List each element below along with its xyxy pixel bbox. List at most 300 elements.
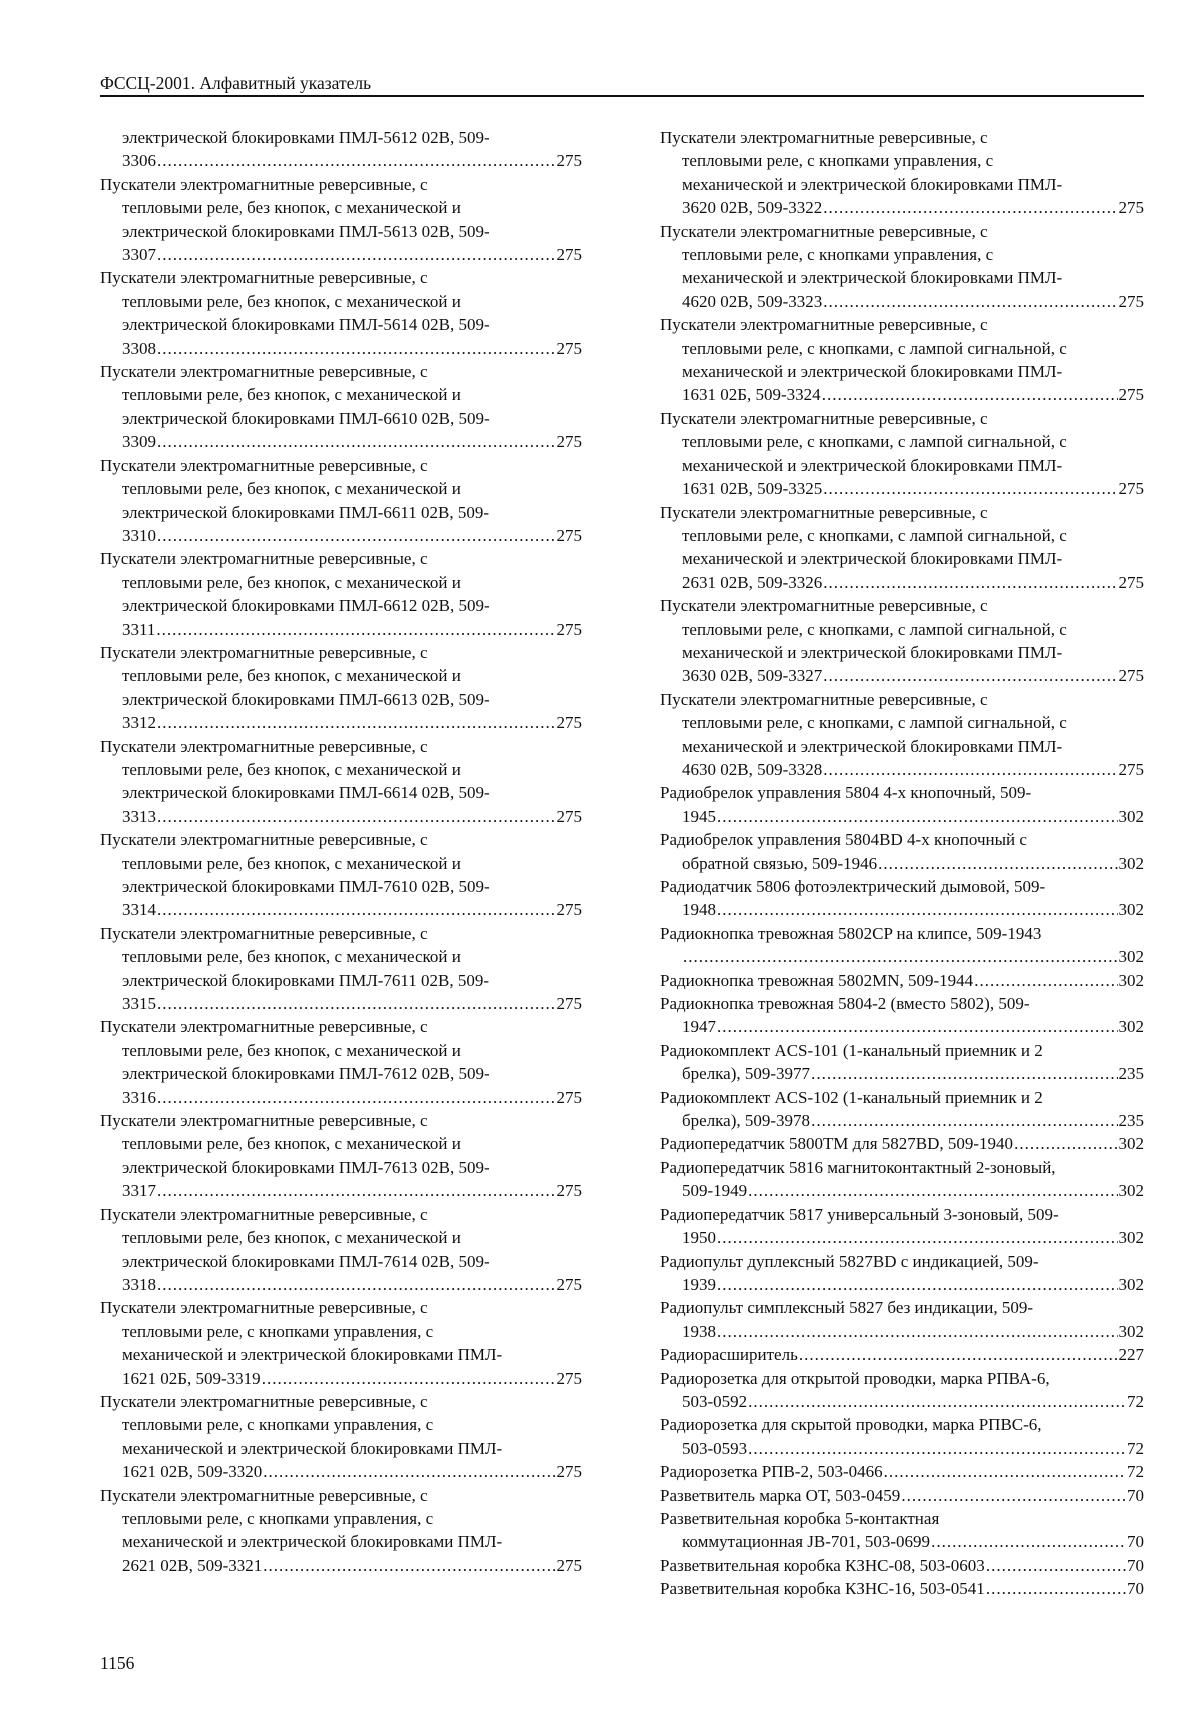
entry-last-text: 2631 02В, 509-3326 [682, 572, 823, 592]
dot-leader [811, 1109, 1117, 1132]
entry-text-line: тепловыми реле, с кнопками управления, с [122, 1508, 434, 1528]
entry-last-text: 3318 [122, 1274, 156, 1294]
entry-page-ref: 275 [556, 1555, 582, 1575]
entry-text-line: тепловыми реле, без кнопок, с механической и [122, 385, 461, 405]
entry-text-line: тепловыми реле, без кнопок, с механической и [122, 853, 461, 873]
dot-leader [901, 1484, 1126, 1507]
entry-text-line: электрической блокировками ПМЛ-7614 02В, 509- [122, 1251, 490, 1271]
dot-leader [823, 571, 1117, 594]
entry-text-line: механической и электрической блокировками ПМЛ- [682, 174, 1063, 194]
entry-last-text: 4630 02В, 509-3328 [682, 759, 823, 779]
entry-last-line [122, 337, 582, 360]
index-entry [100, 922, 582, 1016]
entry-text-line: Пускатели электромагнитные реверсивные, с [100, 362, 428, 382]
entry-page-ref: 302 [1118, 806, 1144, 826]
entry-last-text: коммутационная JB-701, 503-0699 [682, 1532, 931, 1552]
entry-text-line: электрической блокировками ПМЛ-7611 02В, 509- [122, 970, 490, 990]
dot-leader [263, 1554, 555, 1577]
entry-last-line [660, 1460, 1144, 1483]
index-entry [100, 454, 582, 548]
entry-last-line [660, 1132, 1144, 1155]
entry-page-ref: 275 [556, 151, 582, 171]
entry-text-line: Радиокомплект ACS-101 (1-канальный приемник и 2 [660, 1040, 1043, 1060]
dot-leader [823, 758, 1117, 781]
entry-last-line [122, 430, 582, 453]
index-entry [100, 828, 582, 922]
index-entry [660, 992, 1144, 1039]
dot-leader [878, 852, 1117, 875]
entry-last-line [682, 945, 1144, 968]
entry-text-line: тепловыми реле, без кнопок, с механической и [122, 666, 461, 686]
entry-last-line [682, 477, 1144, 500]
index-entry [100, 1484, 582, 1578]
entry-last-line [122, 618, 582, 641]
entry-last-text: 4620 02В, 509-3323 [682, 291, 823, 311]
entry-last-line [122, 711, 582, 734]
dot-leader [748, 1390, 1126, 1413]
dot-leader [683, 945, 1118, 968]
entry-last-text: Разветвительная коробка КЗНС-08, 503-0603 [660, 1555, 985, 1575]
entry-page-ref: 275 [1118, 572, 1144, 592]
dot-leader [157, 1179, 556, 1202]
entry-text-line: Пускатели электромагнитные реверсивные, с [660, 128, 988, 147]
entry-page-ref: 275 [1118, 666, 1144, 686]
index-entry [100, 1015, 582, 1109]
entry-last-line [660, 1484, 1144, 1507]
index-entry [660, 220, 1144, 314]
entry-text-line: электрической блокировками ПМЛ-5614 02В, 509- [122, 315, 490, 335]
dot-leader [157, 805, 556, 828]
entry-text-line: Пускатели электромагнитные реверсивные, с [660, 315, 988, 335]
dot-leader [157, 711, 556, 734]
entry-text-line: тепловыми реле, без кнопок, с механической и [122, 572, 461, 592]
dot-leader [823, 664, 1117, 687]
entry-text-line: механической и электрической блокировками ПМЛ- [122, 1438, 503, 1458]
entry-page-ref: 275 [556, 1274, 582, 1294]
entry-text-line: тепловыми реле, без кнопок, с механической и [122, 1134, 461, 1154]
entry-page-ref: 70 [1127, 1485, 1144, 1505]
entry-page-ref: 275 [556, 432, 582, 452]
entry-last-line [122, 1554, 582, 1577]
entry-text-line: Пускатели электромагнитные реверсивные, с [660, 502, 988, 522]
entry-last-line [682, 1015, 1144, 1038]
entry-last-line [682, 1437, 1144, 1460]
entry-page-ref: 275 [556, 1181, 582, 1201]
entry-last-line [682, 758, 1144, 781]
entry-last-line [122, 1460, 582, 1483]
entry-last-text: 3317 [122, 1181, 156, 1201]
entry-page-ref: 302 [1118, 1181, 1144, 1201]
entry-text-line: Пускатели электромагнитные реверсивные, с [100, 1485, 428, 1505]
entry-text-line: электрической блокировками ПМЛ-6614 02В, 509- [122, 783, 490, 803]
index-entry [660, 1250, 1144, 1297]
entry-last-text: Радиокнопка тревожная 5802MN, 509-1944 [660, 970, 974, 990]
entry-text-line: Пускатели электромагнитные реверсивные, с [100, 549, 428, 569]
index-entry [100, 173, 582, 267]
entry-last-line [682, 1530, 1144, 1553]
entry-page-ref: 275 [556, 338, 582, 358]
dot-leader [157, 898, 556, 921]
entry-page-ref: 70 [1127, 1579, 1144, 1599]
entry-last-line [122, 805, 582, 828]
dot-leader [986, 1554, 1126, 1577]
entry-text-line: Радиопередатчик 5817 универсальный 3-зоновый, 509- [660, 1204, 1059, 1224]
entry-text-line: электрической блокировками ПМЛ-6612 02В, 509- [122, 596, 490, 616]
entry-text-line: тепловыми реле, без кнопок, с механической и [122, 1040, 461, 1060]
dot-leader [157, 243, 556, 266]
entry-text-line: Пускатели электромагнитные реверсивные, с [100, 830, 428, 850]
entry-text-line: Пускатели электромагнитные реверсивные, с [100, 1017, 428, 1037]
entry-page-ref: 302 [1118, 947, 1144, 967]
entry-text-line: Радиорозетка для открытой проводки, марка РПВА-6, [660, 1368, 1050, 1388]
entry-last-line [660, 1554, 1144, 1577]
entry-last-text: 3316 [122, 1087, 156, 1107]
entry-text-line: Радиопульт дуплексный 5827BD с индикацией, 509- [660, 1251, 1039, 1271]
entry-page-ref: 227 [1118, 1345, 1144, 1365]
entry-text-line: Радиокнопка тревожная 5802CP на клипсе, 509-1943 [660, 923, 1042, 943]
index-entry [660, 781, 1144, 828]
index-entry [660, 1156, 1144, 1203]
entry-text-line: механической и электрической блокировками ПМЛ- [122, 1345, 503, 1365]
index-entry [100, 1390, 582, 1484]
entry-last-text: 3620 02В, 509-3322 [682, 198, 823, 218]
dot-leader [157, 992, 556, 1015]
index-entry [660, 969, 1144, 992]
entry-last-line [682, 1109, 1144, 1132]
dot-leader [974, 969, 1117, 992]
entry-page-ref: 275 [556, 1368, 582, 1388]
entry-text-line: тепловыми реле, с кнопками, с лампой сигнальной, с [682, 619, 1067, 639]
entry-last-line [682, 1179, 1144, 1202]
dot-leader [157, 430, 556, 453]
index-entry [660, 1132, 1144, 1155]
entry-text-line: Радиопульт симплексный 5827 без индикации, 509- [660, 1298, 1033, 1318]
index-entry [100, 547, 582, 641]
entry-page-ref: 302 [1118, 1134, 1144, 1154]
entry-last-text: Разветвительная коробка КЗНС-16, 503-0541 [660, 1579, 985, 1599]
entry-last-line [682, 1390, 1144, 1413]
dot-leader [1014, 1132, 1117, 1155]
index-entry [660, 407, 1144, 501]
dot-leader [263, 1460, 555, 1483]
entry-text-line: Радиопередатчик 5816 магнитоконтактный 2-зоновый, [660, 1157, 1056, 1177]
entry-text-line: тепловыми реле, с кнопками управления, с [122, 1321, 434, 1341]
entry-text-line: Пускатели электромагнитные реверсивные, с [100, 455, 428, 475]
index-entry [100, 641, 582, 735]
entry-text-line: механической и электрической блокировками ПМЛ- [682, 268, 1063, 288]
index-entry [660, 1203, 1144, 1250]
entry-text-line: Радиокомплект ACS-102 (1-канальный приемник и 2 [660, 1087, 1043, 1107]
entry-last-text: 3311 [122, 619, 156, 639]
dot-leader [717, 805, 1118, 828]
entry-text-line: Пускатели электромагнитные реверсивные, с [100, 1204, 428, 1224]
index-entry [660, 1507, 1144, 1554]
entry-page-ref: 72 [1127, 1438, 1144, 1458]
entry-page-ref: 275 [556, 806, 582, 826]
index-entry [660, 922, 1144, 969]
entry-last-text: брелка), 509-3977 [682, 1064, 811, 1084]
index-entry [660, 313, 1144, 407]
entry-page-ref: 275 [556, 1462, 582, 1482]
entry-last-text: 3630 02В, 509-3327 [682, 666, 823, 686]
entry-text-line: Пускатели электромагнитные реверсивные, с [660, 596, 988, 616]
entry-page-ref: 275 [556, 900, 582, 920]
entry-last-text: обратной связью, 509-1946 [682, 853, 878, 873]
entry-last-text: брелка), 509-3978 [682, 1111, 811, 1131]
entry-last-text: Радиорасширитель [660, 1345, 798, 1365]
index-entry [660, 1554, 1144, 1577]
entry-last-text: Разветвитель марка ОТ, 503-0459 [660, 1485, 901, 1505]
entry-page-ref: 275 [1118, 385, 1144, 405]
index-entry [100, 1203, 582, 1297]
index-entry [660, 1296, 1144, 1343]
entry-last-text: 3312 [122, 713, 156, 733]
dot-leader [748, 1179, 1117, 1202]
entry-last-text: 3313 [122, 806, 156, 826]
entry-text-line: тепловыми реле, с кнопками управления, с [682, 151, 994, 171]
entry-text-line: тепловыми реле, без кнопок, с механической и [122, 479, 461, 499]
entry-page-ref: 302 [1118, 853, 1144, 873]
entry-text-line: Пускатели электромагнитные реверсивные, с [100, 1111, 428, 1131]
dot-leader [748, 1437, 1126, 1460]
entry-page-ref: 72 [1127, 1462, 1144, 1482]
entry-page-ref: 275 [1118, 759, 1144, 779]
header-title: ФССЦ-2001. Алфавитный указатель [100, 73, 372, 93]
entry-last-line [660, 1577, 1144, 1600]
page-header [100, 72, 1144, 97]
entry-last-text: Радиопередатчик 5800ТМ для 5827BD, 509-1940 [660, 1134, 1014, 1154]
entry-page-ref: 72 [1127, 1391, 1144, 1411]
entry-text-line: электрической блокировками ПМЛ-6611 02В, 509- [122, 502, 490, 522]
entry-text-line: механической и электрической блокировками ПМЛ- [682, 736, 1063, 756]
entry-page-ref: 70 [1127, 1555, 1144, 1575]
dot-leader [262, 1367, 556, 1390]
dot-leader [823, 196, 1117, 219]
entry-text-line: тепловыми реле, с кнопками, с лампой сигнальной, с [682, 338, 1067, 358]
entry-last-line [122, 1179, 582, 1202]
entry-text-line: Пускатели электромагнитные реверсивные, с [100, 1298, 428, 1318]
entry-page-ref: 275 [556, 245, 582, 265]
entry-text-line: механической и электрической блокировками ПМЛ- [122, 1532, 503, 1552]
entry-text-line: тепловыми реле, без кнопок, с механической и [122, 1228, 461, 1248]
entry-last-line [122, 1273, 582, 1296]
index-entry [660, 501, 1144, 595]
index-entry [100, 360, 582, 454]
entry-last-line [682, 805, 1144, 828]
entry-last-line [122, 149, 582, 172]
entry-last-text: 503-0592 [682, 1391, 748, 1411]
entry-text-line: Пускатели электромагнитные реверсивные, с [100, 268, 428, 288]
entry-last-text: 1947 [682, 1017, 716, 1037]
entry-last-line [122, 992, 582, 1015]
entry-last-line [122, 1367, 582, 1390]
index-entry [100, 266, 582, 360]
entry-last-line [682, 290, 1144, 313]
index-column-right [660, 126, 1144, 1601]
entry-page-ref: 302 [1118, 1321, 1144, 1341]
entry-text-line: тепловыми реле, с кнопками управления, с [122, 1415, 434, 1435]
entry-last-text: 3315 [122, 994, 156, 1014]
dot-leader [717, 1226, 1118, 1249]
entry-last-line [660, 969, 1144, 992]
entry-page-ref: 275 [556, 994, 582, 1014]
index-entry [660, 1460, 1144, 1483]
entry-last-line [122, 1086, 582, 1109]
entry-page-ref: 275 [1118, 479, 1144, 499]
entry-last-text: 1621 02В, 509-3320 [122, 1462, 263, 1482]
entry-last-text: Радиорозетка РПВ-2, 503-0466 [660, 1462, 883, 1482]
entry-text-line: Пускатели электромагнитные реверсивные, с [100, 736, 428, 756]
entry-text-line: тепловыми реле, без кнопок, с механической и [122, 947, 461, 967]
index-entry [100, 735, 582, 829]
entry-page-ref: 275 [556, 619, 582, 639]
dot-leader [811, 1062, 1117, 1085]
entry-text-line: электрической блокировками ПМЛ-5613 02В, 509- [122, 221, 490, 241]
entry-page-ref: 302 [1118, 970, 1144, 990]
dot-leader [822, 383, 1118, 406]
dot-leader [931, 1530, 1126, 1553]
entry-last-text: 1950 [682, 1228, 716, 1248]
dot-leader [717, 1015, 1118, 1038]
page-number: 1156 [100, 1653, 135, 1673]
entry-last-line [122, 524, 582, 547]
entry-page-ref: 302 [1118, 1274, 1144, 1294]
entry-text-line: тепловыми реле, с кнопками, с лампой сигнальной, с [682, 713, 1067, 733]
entry-text-line: механической и электрической блокировками ПМЛ- [682, 549, 1063, 569]
entry-text-line: Радиобрелок управления 5804BD 4-х кнопочный с [660, 830, 1027, 850]
dot-leader [156, 618, 555, 641]
entry-last-line [682, 898, 1144, 921]
entry-text-line: Радиодатчик 5806 фотоэлектрический дымовой, 509- [660, 877, 1046, 896]
entry-last-text: 1631 02В, 509-3325 [682, 479, 823, 499]
dot-leader [986, 1577, 1126, 1600]
entry-last-line [682, 196, 1144, 219]
index-entry [660, 1413, 1144, 1460]
index-entry [660, 1086, 1144, 1133]
entry-last-text: 3306 [122, 151, 156, 171]
entry-text-line: электрической блокировками ПМЛ-6610 02В, 509- [122, 408, 490, 428]
entry-page-ref: 275 [1118, 198, 1144, 218]
entry-last-text: 3307 [122, 245, 156, 265]
entry-text-line: тепловыми реле, с кнопками, с лампой сигнальной, с [682, 432, 1067, 452]
entry-page-ref: 235 [1118, 1064, 1144, 1084]
dot-leader [157, 1273, 556, 1296]
entry-text-line: тепловыми реле, с кнопками управления, с [682, 245, 994, 265]
entry-text-line: Радиокнопка тревожная 5804-2 (вместо 5802), 509- [660, 994, 1030, 1014]
entry-text-line: Пускатели электромагнитные реверсивные, с [100, 923, 428, 943]
entry-last-text: 2621 02В, 509-3321 [122, 1555, 263, 1575]
entry-text-line: Пускатели электромагнитные реверсивные, с [660, 408, 988, 428]
index-entry [100, 1109, 582, 1203]
entry-page-ref: 235 [1118, 1111, 1144, 1131]
dot-leader [157, 524, 556, 547]
entry-last-line [122, 243, 582, 266]
entry-last-line [682, 1226, 1144, 1249]
entry-text-line: электрической блокировками ПМЛ-5612 02В, 509- [122, 128, 490, 147]
entry-text-line: Пускатели электромагнитные реверсивные, с [660, 221, 988, 241]
entry-last-text: 3308 [122, 338, 156, 358]
entry-last-line [122, 898, 582, 921]
entry-text-line: Пускатели электромагнитные реверсивные, с [100, 1391, 428, 1411]
entry-text-line: тепловыми реле, без кнопок, с механической и [122, 291, 461, 311]
entry-text-line: механической и электрической блокировками ПМЛ- [682, 455, 1063, 475]
entry-last-text: 1939 [682, 1274, 716, 1294]
entry-last-line [682, 1320, 1144, 1343]
entry-last-line [682, 383, 1144, 406]
dot-leader [717, 898, 1118, 921]
dot-leader [157, 149, 556, 172]
index-entry [660, 594, 1144, 688]
index-entry [660, 126, 1144, 220]
entry-last-text: 509-1949 [682, 1181, 748, 1201]
entry-text-line: электрической блокировками ПМЛ-6613 02В, 509- [122, 689, 490, 709]
entry-page-ref: 70 [1127, 1532, 1144, 1552]
entry-last-line [682, 1062, 1144, 1085]
index-entry [660, 875, 1144, 922]
entry-page-ref: 275 [1118, 291, 1144, 311]
entry-last-text: 3309 [122, 432, 156, 452]
dot-leader [884, 1460, 1126, 1483]
entry-text-line: Разветвительная коробка 5-контактная [660, 1508, 940, 1528]
entry-text-line: Пускатели электромагнитные реверсивные, с [100, 174, 428, 194]
index-entry [660, 828, 1144, 875]
entry-text-line: электрической блокировками ПМЛ-7610 02В, 509- [122, 877, 490, 896]
entry-text-line: тепловыми реле, без кнопок, с механической и [122, 759, 461, 779]
entry-last-line [682, 664, 1144, 687]
entry-page-ref: 302 [1118, 900, 1144, 920]
entry-page-ref: 275 [556, 1087, 582, 1107]
dot-leader [823, 290, 1117, 313]
entry-last-text: 1621 02Б, 509-3319 [122, 1368, 261, 1388]
entry-text-line: Пускатели электромагнитные реверсивные, с [100, 642, 428, 662]
dot-leader [799, 1343, 1118, 1366]
entry-text-line: электрической блокировками ПМЛ-7612 02В, 509- [122, 1064, 490, 1084]
index-entry [660, 1039, 1144, 1086]
entry-last-text: 3310 [122, 525, 156, 545]
index-entry [660, 1484, 1144, 1507]
entry-last-text: 3314 [122, 900, 156, 920]
dot-leader [157, 337, 556, 360]
entry-page-ref: 302 [1118, 1228, 1144, 1248]
entry-page-ref: 275 [556, 525, 582, 545]
entry-text-line: тепловыми реле, без кнопок, с механической и [122, 198, 461, 218]
index-column-left [100, 126, 582, 1577]
dot-leader [823, 477, 1117, 500]
entry-text-line: электрической блокировками ПМЛ-7613 02В, 509- [122, 1157, 490, 1177]
entry-last-text: 1945 [682, 806, 716, 826]
entry-text-line: механической и электрической блокировками ПМЛ- [682, 642, 1063, 662]
index-entry [660, 1367, 1144, 1414]
dot-leader [157, 1086, 556, 1109]
entry-last-line [660, 1343, 1144, 1366]
entry-last-text: 503-0593 [682, 1438, 748, 1458]
index-entry [660, 1577, 1144, 1600]
index-entry [660, 688, 1144, 782]
entry-page-ref: 275 [556, 713, 582, 733]
entry-last-line [682, 852, 1144, 875]
entry-text-line: механической и электрической блокировками ПМЛ- [682, 362, 1063, 382]
entry-last-text: 1938 [682, 1321, 716, 1341]
entry-last-line [682, 1273, 1144, 1296]
entry-text-line: Радиорозетка для скрытой проводки, марка РПВС-6, [660, 1415, 1042, 1435]
index-entry [100, 126, 582, 173]
entry-last-text: 1948 [682, 900, 716, 920]
dot-leader [717, 1320, 1118, 1343]
entry-text-line: Пускатели электромагнитные реверсивные, с [660, 689, 988, 709]
entry-page-ref: 302 [1118, 1017, 1144, 1037]
index-entry [100, 1296, 582, 1390]
entry-text-line: тепловыми реле, с кнопками, с лампой сигнальной, с [682, 525, 1067, 545]
